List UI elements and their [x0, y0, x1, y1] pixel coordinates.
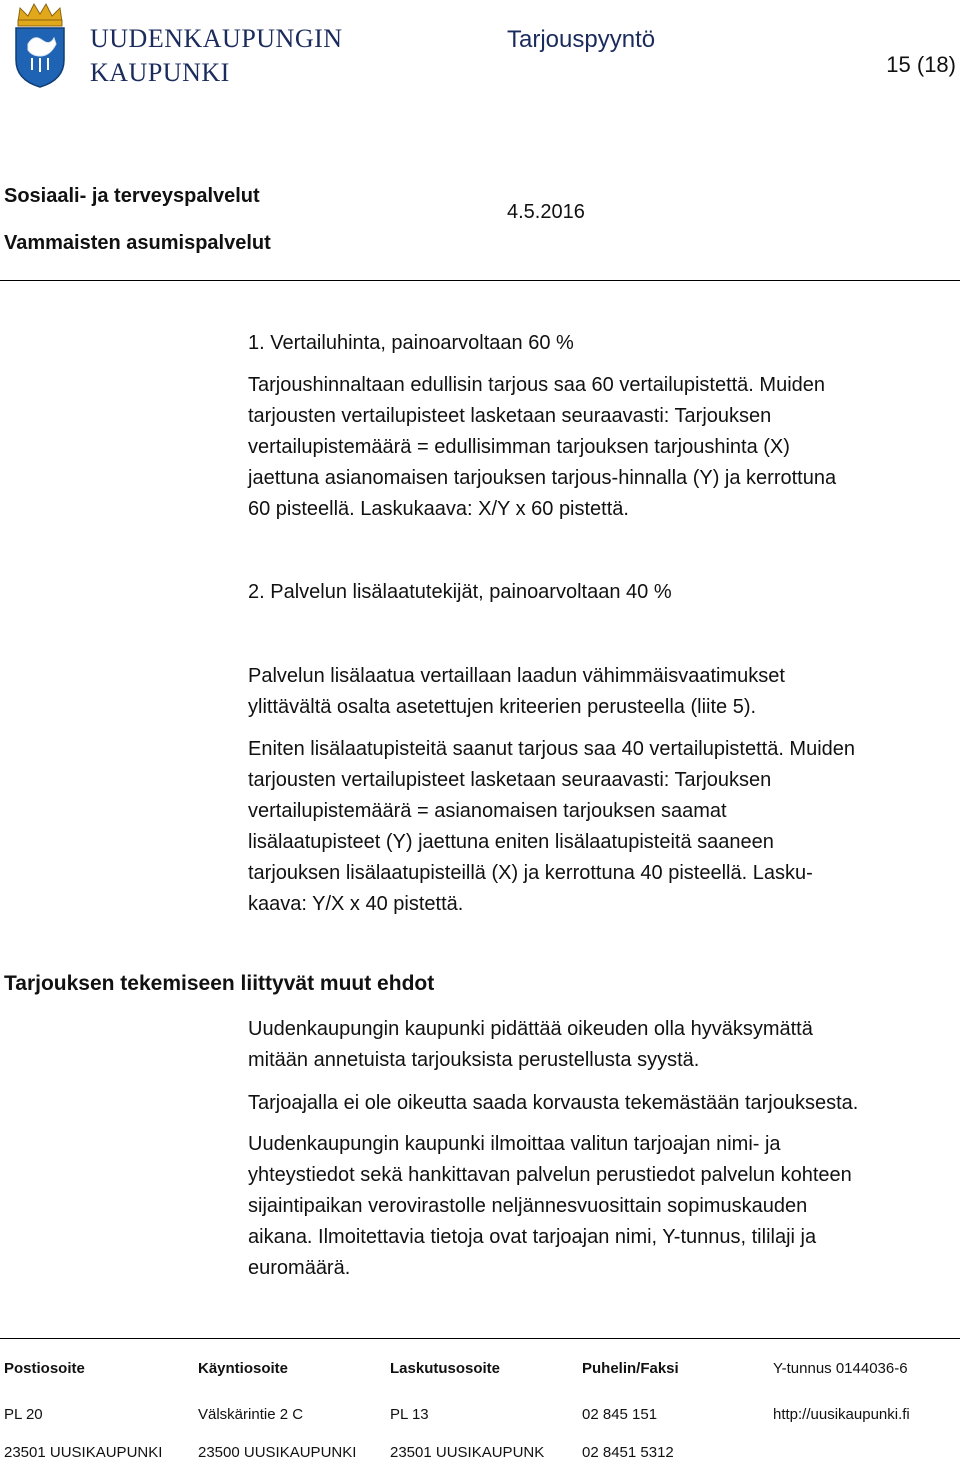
text-line: sijaintipaikan verovirastolle neljännesvuosittain sopimuskauden [248, 1195, 808, 1217]
text-line: jaettuna asianomaisen tarjouksen tarjous-hinnalla (Y) ja kerrottuna [248, 467, 837, 489]
section3-paragraph1 [248, 1014, 958, 1076]
document-type: Tarjouspyyntö [507, 26, 656, 53]
text-line: ylittävältä osalta asetettujen kriteerien perusteella (liite 5). [248, 696, 757, 718]
text-line: vertailupistemäärä = edullisimman tarjouksen tarjoushinta (X) [248, 436, 790, 458]
city-crest-logo [10, 0, 70, 88]
section2-title: 2. Palvelun lisälaatutekijät, painoarvoltaan 40 % [248, 581, 672, 603]
footer-postal-box: PL 20 [4, 1406, 43, 1423]
page-number: 15 (18) [886, 52, 956, 77]
text-line: tarjouksen lisälaatupisteillä (X) ja kerrottuna 40 pisteellä. Lasku- [248, 862, 813, 884]
text-line: tarjousten vertailupisteet lasketaan seuraavasti: Tarjouksen [248, 769, 772, 791]
footer-billing-city: 23501 UUSIKAUPUNK [390, 1444, 545, 1461]
footer-header-billing: Laskutusosoite [390, 1360, 501, 1377]
text-line: aikana. Ilmoitettavia tietoja ovat tarjoajan nimi, Y-tunnus, tililaji ja [248, 1226, 817, 1248]
text-line: Uudenkaupungin kaupunki pidättää oikeuden olla hyväksymättä [248, 1018, 813, 1040]
footer-header-phone: Puhelin/Faksi [582, 1360, 679, 1377]
document-date: 4.5.2016 [507, 201, 585, 223]
text-line: vertailupistemäärä = asianomaisen tarjouksen saamat [248, 800, 727, 822]
text-line: Tarjoajalla ei ole oikeutta saada korvausta tekemästään tarjouksesta. [248, 1092, 859, 1114]
header-divider [0, 280, 960, 281]
org-name-line1: UUDENKAUPUNGIN [90, 24, 343, 53]
footer-header-visit: Käyntiosoite [198, 1360, 289, 1377]
section3-heading: Tarjouksen tekemiseen liittyvät muut ehdot [4, 972, 435, 995]
footer-billing-box: PL 13 [390, 1406, 429, 1423]
footer-postal-city: 23501 UUSIKAUPUNKI [4, 1444, 163, 1461]
footer-divider [0, 1338, 960, 1339]
org-name-line2: KAUPUNKI [90, 58, 230, 87]
text-line: kaava: Y/X x 40 pistettä. [248, 893, 464, 915]
text-line: lisälaatupisteet (Y) jaettuna eniten lisälaatupisteitä saaneen [248, 831, 774, 853]
footer-fax: 02 8451 5312 [582, 1444, 674, 1461]
text-line: Uudenkaupungin kaupunki ilmoittaa valitun tarjoajan nimi- ja [248, 1133, 781, 1155]
footer-website-link[interactable]: http://uusikaupunki.fi [773, 1406, 910, 1423]
footer-business-id: Y-tunnus 0144036-6 [773, 1360, 908, 1377]
section2-paragraph2 [248, 734, 958, 920]
footer-phone: 02 845 151 [582, 1406, 658, 1423]
text-line: tarjousten vertailupisteet lasketaan seuraavasti: Tarjouksen [248, 405, 772, 427]
section2-paragraph1 [248, 661, 958, 723]
section1-paragraph [248, 370, 958, 525]
section1-title: 1. Vertailuhinta, painoarvoltaan 60 % [248, 332, 574, 354]
footer-visit-street: Välskärintie 2 C [198, 1406, 304, 1423]
text-line: Eniten lisälaatupisteitä saanut tarjous saa 40 vertailupistettä. Muiden [248, 738, 856, 760]
footer-header-postal: Postiosoite [4, 1360, 85, 1377]
text-line: euromäärä. [248, 1257, 351, 1279]
section3-paragraph2 [248, 1088, 958, 1119]
section3-paragraph3 [248, 1129, 958, 1284]
footer-visit-city: 23500 UUSIKAUPUNKI [198, 1444, 357, 1461]
text-line: Palvelun lisälaatua vertaillaan laadun vähimmäisvaatimukset [248, 665, 785, 687]
unit-name: Vammaisten asumispalvelut [4, 232, 271, 254]
department-name: Sosiaali- ja terveyspalvelut [4, 185, 260, 207]
text-line: 60 pisteellä. Laskukaava: X/Y x 60 pistettä. [248, 498, 629, 520]
text-line: Tarjoushinnaltaan edullisin tarjous saa 60 vertailupistettä. Muiden [248, 374, 826, 396]
text-line: mitään annetuista tarjouksista perustellusta syystä. [248, 1049, 700, 1071]
text-line: yhteystiedot sekä hankittavan palvelun perustiedot palvelun kohteen [248, 1164, 852, 1186]
